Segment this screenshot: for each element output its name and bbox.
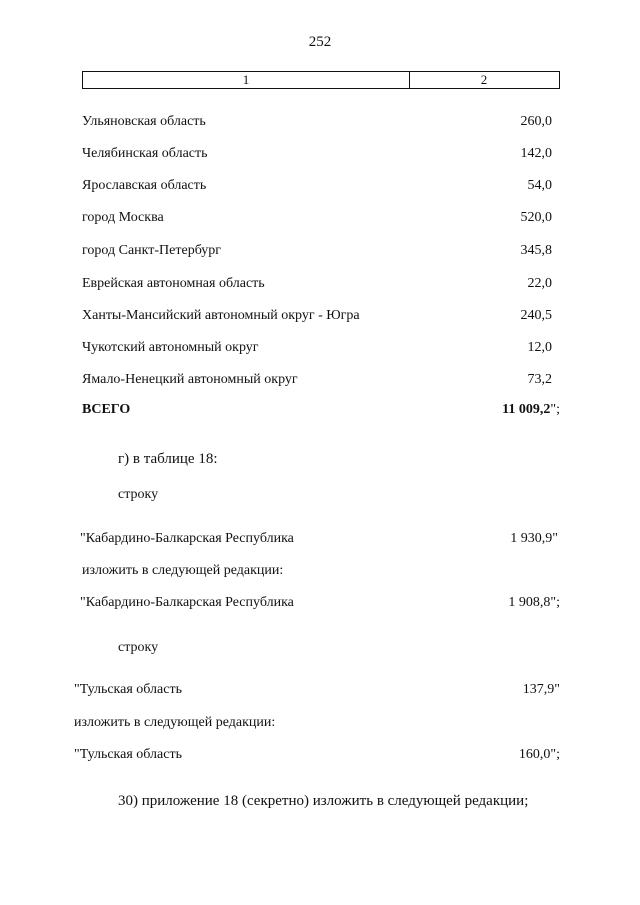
region-name: Ханты-Мансийский автономный округ - Югра	[82, 308, 360, 323]
kb-old-name: "Кабардино-Балкарская Республика	[80, 531, 294, 546]
region-value: 520,0	[520, 210, 552, 225]
region-name: Ульяновская область	[82, 114, 206, 129]
table-row	[82, 372, 552, 392]
item-30: 30) приложение 18 (секретно) изложить в следующей редакции;	[118, 793, 529, 809]
kb-new-row	[80, 595, 560, 615]
region-name: город Санкт-Петербург	[82, 243, 222, 258]
region-value: 54,0	[527, 178, 552, 193]
table-header-col1: 1	[83, 72, 410, 88]
region-value: 142,0	[520, 146, 552, 161]
region-value: 240,5	[520, 308, 552, 323]
row-word-1: строку	[118, 487, 159, 502]
region-name: город Москва	[82, 210, 164, 225]
region-value: 260,0	[520, 114, 552, 129]
table-row	[82, 243, 552, 263]
region-value: 12,0	[527, 340, 552, 355]
region-name: Ярославская область	[82, 178, 207, 193]
kb-new-value: 1 908,8";	[508, 595, 560, 610]
table-row	[82, 210, 552, 230]
table-row	[82, 146, 552, 166]
total-row	[82, 402, 560, 422]
table-header	[82, 71, 560, 89]
table-row	[82, 114, 552, 134]
table-row	[82, 276, 552, 296]
row-word-2: строку	[118, 640, 159, 655]
total-value-group	[502, 402, 560, 418]
region-name: Челябинская область	[82, 146, 208, 161]
total-label: ВСЕГО	[82, 402, 131, 417]
page-number: 252	[308, 34, 332, 50]
tula-new-row	[74, 747, 560, 767]
region-name: Ямало-Ненецкий автономный округ	[82, 372, 298, 387]
kb-old-row	[80, 531, 558, 551]
total-suffix: ";	[550, 402, 560, 417]
region-value: 22,0	[527, 276, 552, 291]
replace-text-2: изложить в следующей редакции:	[74, 715, 276, 730]
tula-old-name: "Тульская область	[74, 682, 182, 697]
kb-old-value: 1 930,9"	[510, 531, 558, 546]
region-value: 73,2	[527, 372, 552, 387]
table-row	[82, 340, 552, 360]
tula-old-row	[74, 682, 560, 702]
region-value: 345,8	[520, 243, 552, 258]
tula-old-value: 137,9"	[522, 682, 560, 697]
table-row	[82, 178, 552, 198]
total-value: 11 009,2	[502, 402, 551, 417]
section-g-intro: г) в таблице 18:	[118, 451, 218, 467]
region-name: Чукотский автономный округ	[82, 340, 259, 355]
region-name: Еврейская автономная область	[82, 276, 265, 291]
table-header-col2: 2	[480, 72, 488, 87]
tula-new-name: "Тульская область	[74, 747, 182, 762]
tula-new-value: 160,0";	[518, 747, 560, 762]
kb-new-name: "Кабардино-Балкарская Республика	[80, 595, 294, 610]
replace-text-1: изложить в следующей редакции:	[82, 563, 284, 578]
table-row	[82, 308, 552, 328]
